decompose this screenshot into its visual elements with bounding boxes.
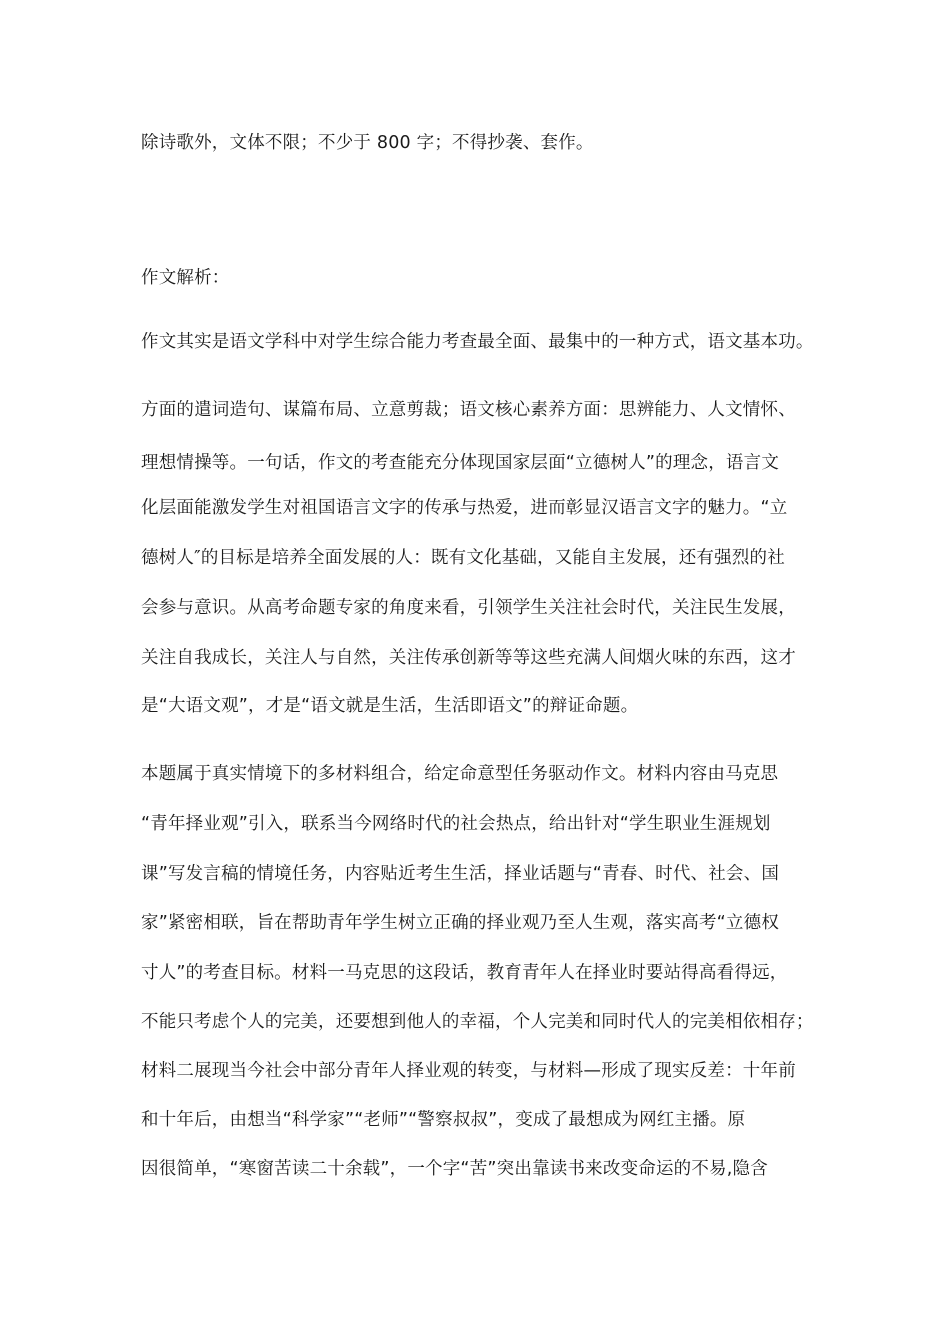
paragraph-line: 材料二展现当今社会中部分青年人择业观的转变，与材料—形成了现实反差：十年前: [141, 1061, 796, 1081]
paragraph-line: 方面的遣词造句、谋篇布局、立意剪裁；语文核心素养方面：思辨能力、人文情怀、: [141, 400, 796, 420]
paragraph-line: 课”写发言稿的情境任务，内容贴近考生生活，择业话题与“青春、时代、社会、国: [141, 864, 780, 884]
paragraph-line: 德树人″的目标是培养全面发展的人：既有文化基础，又能自主发展，还有强烈的社: [141, 548, 785, 568]
paragraph-line: 不能只考虑个人的完美，还要想到他人的幸福，个人完美和同时代人的完美相依相存；: [141, 1012, 814, 1032]
analysis-paragraph-1: 作文其实是语文学科中对学生综合能力考查最全面、最集中的一种方式，语文基本功。: [141, 332, 814, 352]
paragraph-line: “青年择业观”引入，联系当今网络时代的社会热点，给出针对“学生职业生涯规划: [141, 814, 771, 834]
paragraph-line: 家”紧密相联，旨在帮助青年学生树立正确的择业观乃至人生观，落实高考“立德权: [141, 913, 780, 933]
paragraph-line: 和十年后，由想当“科学家”“老师”“警察叔叔”，变成了最想成为网红主播。原: [141, 1110, 746, 1130]
essay-requirement: 除诗歌外，文体不限；不少于 800 字；不得抄袭、套作。: [141, 133, 594, 153]
analysis-heading: 作文解析：: [141, 268, 230, 288]
paragraph-line: 寸人”的考查目标。材料一马克思的这段话，教育青年人在择业时要站得高看得远，: [141, 963, 788, 983]
paragraph-line: 理想情操等。一句话，作文的考查能充分体现国家层面“立德树人”的理念，语言文: [141, 453, 780, 473]
paragraph-line: 因很简单，“寒窗苦读二十余载”，一个字“苦”突出靠读书来改变命运的不易,隐含: [141, 1159, 768, 1179]
paragraph-line: 会参与意识。从高考命题专家的角度来看，引领学生关注社会时代，关注民生发展，: [141, 598, 796, 618]
paragraph-line: 本题属于真实情境下的多材料组合，给定命意型任务驱动作文。材料内容由马克思: [141, 764, 779, 784]
paragraph-line: 是“大语文观”，才是“语文就是生活，生活即语文”的辩证命题。: [141, 696, 639, 716]
paragraph-line: 化层面能激发学生对祖国语言文字的传承与热爱，进而彰显汉语言文字的魅力。“立: [141, 498, 788, 518]
paragraph-line: 关注自我成长，关注人与自然，关注传承创新等等这些充满人间烟火味的东西，这才: [141, 648, 796, 668]
